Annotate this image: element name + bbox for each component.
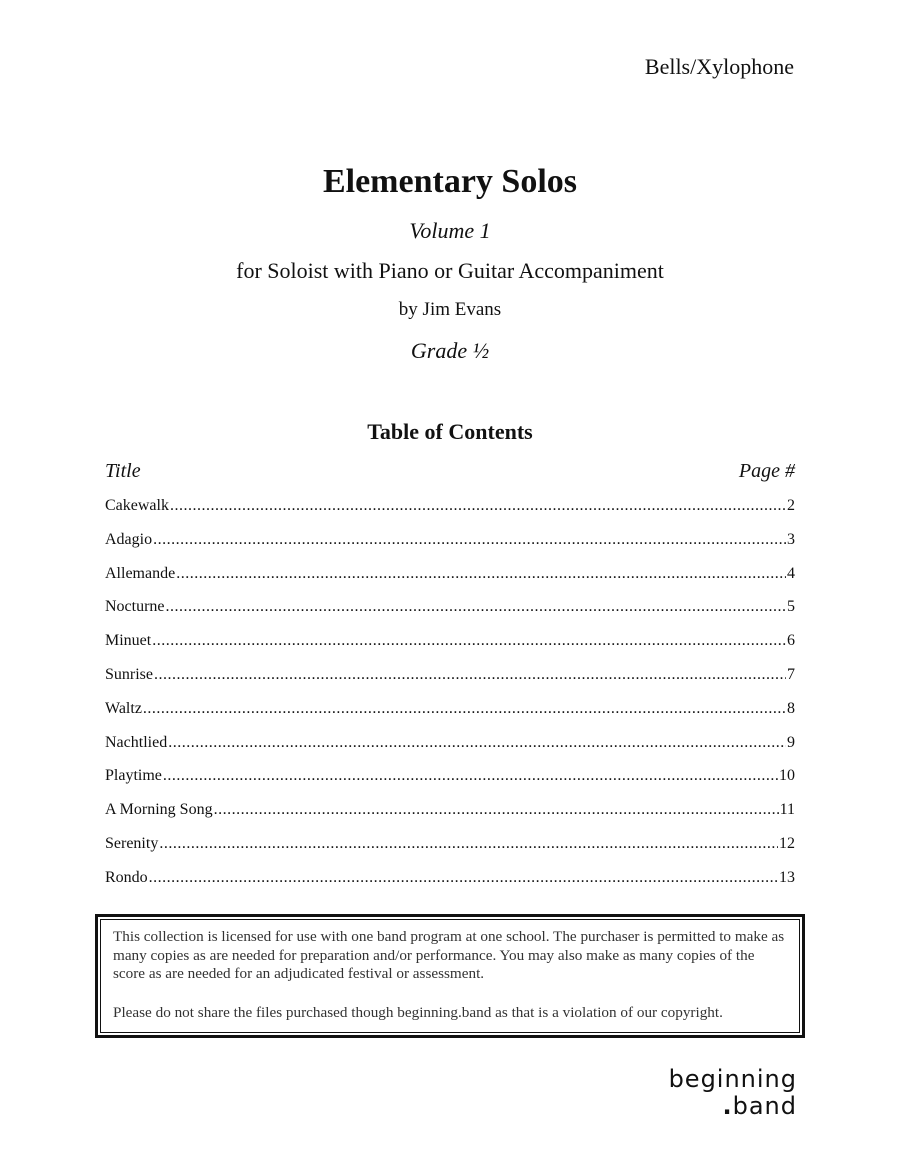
toc-entry-title: Serenity	[105, 834, 159, 852]
toc-entry-title: Minuet	[105, 632, 152, 650]
toc-entry	[105, 767, 795, 801]
toc-entry-title: Adagio	[105, 530, 153, 548]
license-paragraph: This collection is licensed for use with one band program at one school. The purchaser is permitted to make as many copies as are needed for preparation and/or performance. You may also make as many copies of the score as are needed for an adjudicated festival or assessment.	[113, 928, 785, 982]
toc-entry-title: Playtime	[105, 767, 162, 785]
license-notice-inner	[100, 919, 800, 1033]
toc-entry-page: 5	[787, 598, 795, 616]
toc-col-title: Title	[105, 460, 141, 482]
toc-entry	[105, 835, 795, 869]
toc-entry	[105, 700, 795, 734]
toc-entry-title: Rondo	[105, 868, 148, 886]
toc-entry	[105, 734, 795, 768]
dot-leader	[166, 598, 786, 616]
toc-entry-page: 6	[787, 632, 795, 650]
toc-entry	[105, 565, 795, 599]
toc-entry	[105, 531, 795, 565]
toc-entry-page: 12	[779, 834, 795, 852]
toc-heading: Table of Contents	[367, 419, 533, 444]
dot-leader	[153, 531, 786, 549]
toc-col-page: Page #	[738, 460, 795, 482]
toc-entry-page: 13	[779, 868, 795, 886]
copyright-paragraph: Please do not share the files purchased though beginning.band as that is a violation of our copyright.	[113, 1003, 723, 1021]
toc-entry-page: 8	[787, 699, 795, 717]
logo-line-1: beginning	[668, 1065, 797, 1093]
toc-entry-title: Cakewalk	[105, 497, 169, 514]
license-notice-box	[95, 914, 805, 1038]
brand-logo	[669, 1066, 797, 1120]
dot-leader	[154, 666, 786, 684]
toc-entry	[105, 497, 795, 531]
dot-leader	[168, 734, 786, 752]
toc-entry	[105, 598, 795, 632]
toc-entry-page: 2	[787, 497, 795, 514]
toc-entry	[105, 632, 795, 666]
toc-entry	[105, 801, 795, 835]
toc-entry-page: 3	[787, 530, 795, 548]
toc-entry-title: Allemande	[105, 564, 176, 582]
toc-entry-title: Sunrise	[105, 665, 153, 683]
dot-leader	[159, 835, 778, 853]
subtitle: for Soloist with Piano or Guitar Accompaniment	[236, 258, 664, 283]
toc-entry-page: 10	[779, 767, 795, 785]
dot-leader	[149, 869, 778, 887]
toc-entry-title: Waltz	[105, 699, 142, 717]
toc-entry-title: Nachtlied	[105, 733, 168, 751]
toc-entry-title: A Morning Song	[105, 801, 213, 819]
logo-line-2-text: band	[732, 1092, 797, 1120]
logo-dot: .	[722, 1092, 733, 1120]
dot-leader	[170, 497, 786, 515]
dot-leader	[163, 767, 778, 785]
toc-column-headers	[105, 460, 795, 483]
dot-leader	[214, 801, 779, 819]
toc-list	[105, 497, 795, 903]
logo-line-2	[669, 1093, 797, 1120]
document-title: Elementary Solos	[322, 163, 578, 200]
toc-entry-page: 7	[787, 665, 795, 683]
toc-entry	[105, 869, 795, 903]
toc-entry-page: 11	[779, 801, 795, 819]
toc-entry-page: 4	[787, 564, 795, 582]
grade-label: Grade ½	[410, 338, 490, 363]
toc-entry-page: 9	[787, 733, 795, 751]
dot-leader	[152, 632, 786, 650]
instrument-label: Bells/Xylophone	[644, 54, 794, 79]
dot-leader	[176, 565, 786, 583]
volume-label: Volume 1	[409, 218, 491, 243]
author: by Jim Evans	[398, 299, 502, 320]
dot-leader	[143, 700, 786, 718]
toc-entry	[105, 666, 795, 700]
toc-entry-title: Nocturne	[105, 598, 165, 616]
